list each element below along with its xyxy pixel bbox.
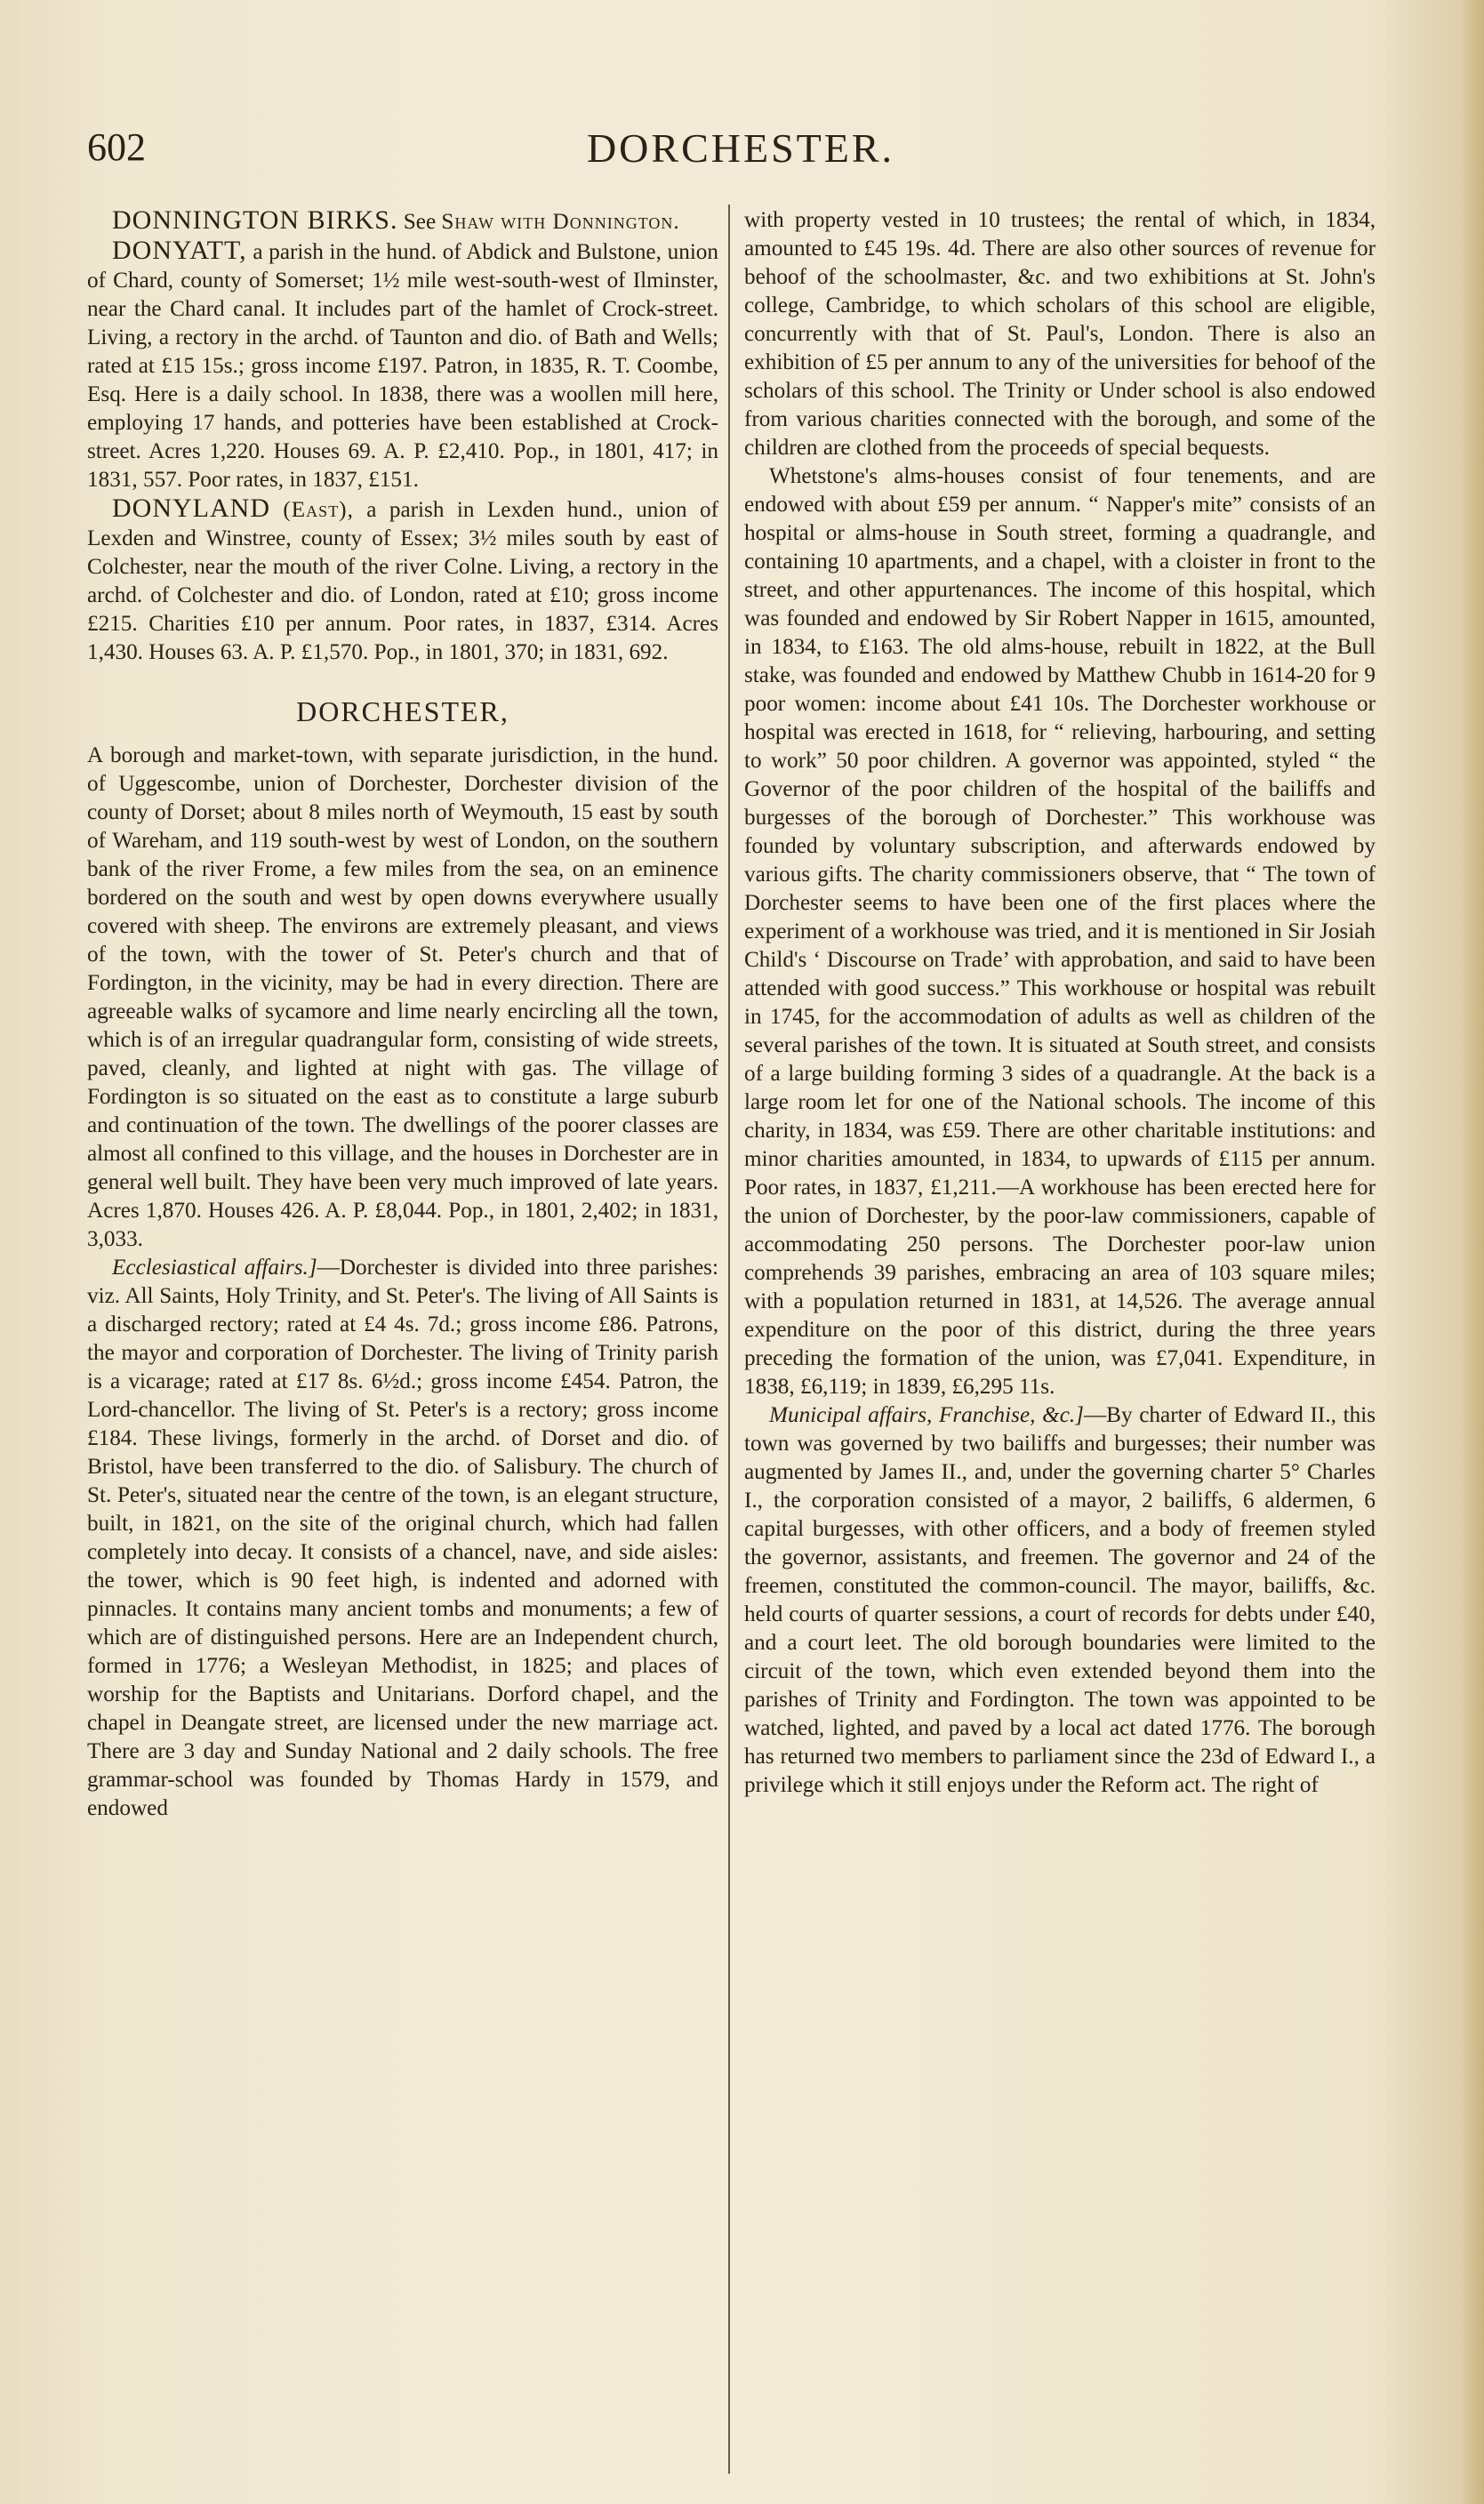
entry-donnington-birks bbox=[87, 206, 718, 237]
running-title: DORCHESTER. bbox=[586, 125, 895, 171]
left-column bbox=[87, 206, 718, 2474]
paragraph-body: —Dorchester is divided into three parishes: viz. All Saints, Holy Trinity, and St. Peter's. The living of All Saints is a discharged rectory; rated at £4 4s. 7d.; gross income £86. Patrons, the mayor and corporation of Dorchester. The living of Trinity parish is a vicarage; rated at £17 8s. 6½d.; gross income £454. Patron, the Lord-chancellor. The living of St. Peter's is a rectory; gross income £184. These livings, formerly in the archd. of Dorset and dio. of Bristol, have been transferred to the dio. of Salisbury. The church of St. Peter's, situated near the centre of the town, is an elegant structure, built, in 1821, on the site of the original church, which had fallen completely into decay. It consists of a chancel, nave, and side aisles: the tower, which is 90 feet high, is indented and adorned with pinnacles. It contains many ancient tombs and monuments; a few of which are of distinguished persons. Here are an Independent church, formed in 1776; a Wesleyan Methodist, in 1825; and places of worship for the Baptists and Unitarians. Dorford chapel, and the chapel in Deangate street, are licensed under the new marriage act. There are 3 day and Sunday National and 2 daily schools. The free grammar-school was founded by Thomas Hardy in 1579, and endowed bbox=[87, 1256, 718, 1820]
page-edge bbox=[1461, 0, 1484, 2504]
paragraph-lead: Ecclesiastical affairs.] bbox=[112, 1256, 317, 1280]
paragraph-municipal bbox=[744, 1401, 1376, 1800]
entry-body: a parish in Lexden hund., union of Lexden and Winstree, county of Essex; 3½ miles south by east of Colchester, near the mouth of the river Colne. Living, a rectory in the archd. of Colchester and dio. of London, rated at £10; gross income £215. Charities £10 per annum. Poor rates, in 1837, £314. Acres 1,430. Houses 63. A. P. £1,570. Pop., in 1801, 370; in 1831, 692. bbox=[87, 498, 718, 664]
entry-donyatt bbox=[87, 237, 718, 494]
entry-subheading: (East), bbox=[283, 498, 354, 522]
section-title: DORCHESTER, bbox=[296, 695, 509, 727]
paragraph-ecclesiastical bbox=[87, 1254, 718, 1823]
paragraph-intro: A borough and market-town, with separate jurisdiction, in the hund. of Uggescombe, union of Dorchester, Dorchester division of the county of Dorset; about 8 miles north of Weymouth, 15 east by south of Wareham, and 119 south-west by west of London, on the southern bank of the river Frome, a few miles from the sea, on an eminence bordered on the south and west by open downs everywhere usually covered with sheep. The environs are extremely pleasant, and views of the town, with the tower of St. Peter's church and that of Fordington, in the vicinity, may be had in every direction. There are agreeable walks of sycamore and lime nearly encircling all the town, which is of an irregular quadrangular form, consisting of wide streets, paved, cleanly, and lighted at night with gas. The village of Fordington is so situated on the east as to constitute a large suburb and continuation of the town. The dwellings of the poorer classes are almost all confined to this village, and the houses in Dorchester are in general well built. They have been very much improved of late years. Acres 1,870. Houses 426. A. P. £8,044. Pop., in 1801, 2,402; in 1831, 3,033. bbox=[87, 743, 718, 1251]
paragraph-body: —By charter of Edward II., this town was governed by two bailiffs and burgesses; their number was augmented by James II., and, under the governing charter 5° Charles I., the corporation consisted of a mayor, 2 bailiffs, 6 aldermen, 6 capital burgesses, with other officers, and a body of freemen styled the governor, assistants, and freemen. The governor and 24 of the freemen, constituted the common-council. The mayor, bailiffs, &c. held courts of quarter sessions, a court of records for debts under £40, and a court leet. The old borough boundaries were limited to the circuit of the town, which even extended beyond them into the parishes of Trinity and Fordington. The town was appointed to be watched, lighted, and paved by a local act dated 1776. The borough has returned two members to parliament since the 23d of Edward I., a privilege which it still enjoys under the Reform act. The right of bbox=[744, 1403, 1376, 1797]
entry-heading: DONYATT, bbox=[112, 236, 247, 265]
entry-donyland bbox=[87, 494, 718, 667]
paragraph-lead: Municipal affairs, Franchise, &c.] bbox=[769, 1403, 1084, 1427]
see-text: See bbox=[403, 210, 437, 234]
entry-heading: DONNINGTON BIRKS. bbox=[112, 206, 398, 235]
paragraph-grammar-school: with property vested in 10 trustees; the rental of which, in 1834, amounted to £45 19s. 4d. There are also other sources of revenue for behoof of the schoolmaster, &c. and two exhibitions at St. John's college, Cambridge, to which scholars of this school are eligible, concurrently with that of St. Paul's, London. There is also an exhibition of £5 per annum to any of the universities for behoof of the scholars of this school. The Trinity or Under school is also endowed from various charities connected with the borough, and some of the children are clothed from the proceeds of special bequests. bbox=[744, 208, 1376, 460]
entry-body: a parish in the hund. of Abdick and Bulstone, union of Chard, county of Somerset; 1½ mile west-south-west of Ilminster, near the Chard canal. It includes part of the hamlet of Crock-street. Living, a rectory in the archd. of Taunton and dio. of Bath and Wells; rated at £15 15s.; gross income £197. Patron, in 1835, R. T. Coombe, Esq. Here is a daily school. In 1838, there was a woollen mill here, employing 17 hands, and potteries have been established at Crock-street. Acres 1,220. Houses 69. A. P. £2,410. Pop., in 1801, 417; in 1831, 557. Poor rates, in 1837, £151. bbox=[87, 240, 718, 492]
paragraph-charities: Whetstone's alms-houses consist of four tenements, and are endowed with about £59 per annum. “ Napper's mite” consists of an hospital or alms-house in South street, forming a quadrangle, and containing 10 apartments, and a chapel, with a cloister in front to the street, and other appurtenances. The income of this hospital, which was founded and endowed by Sir Robert Napper in 1615, amounted, in 1834, to £163. The old alms-house, rebuilt in 1822, at the Bull stake, was founded and endowed by Matthew Chubb in 1614-20 for 9 poor women: income about £41 10s. The Dorchester workhouse or hospital was erected in 1618, for “ relieving, harbouring, and setting to work” 50 poor children. A governor was appointed, styled “ the Governor of the poor children of the hospital of the bailiffs and burgesses of the borough of Dorchester.” This workhouse was founded by voluntary subscription, and afterwards endowed by various gifts. The charity commissioners observe, that “ The town of Dorchester seems to have been one of the first places where the experiment of a workhouse was tried, and it is mentioned in Sir Josiah Child's ‘ Discourse on Trade’ with approbation, and said to have been attended with good success.” This workhouse or hospital was rebuilt in 1745, for the accommodation of adults as well as children of the several parishes of the town. It is situated at South street, and consists of a large building forming 3 sides of a quadrangle. At the back is a large room let for one of the National schools. The income of this charity, in 1834, was £59. There are other charitable institutions: and minor charities amounted, in 1834, to upwards of £115 per annum. Poor rates, in 1837, £1,211.—A workhouse has been erected here for the union of Dorchester, by the poor-law commissioners, capable of accommodating 250 persons. The Dorchester poor-law union comprehends 39 parishes, embracing an area of 103 square miles; with a population returned in 1831, at 14,526. The average annual expenditure on the poor of this district, during the three years preceding the formation of the union, was £7,041. Expenditure, in 1838, £6,119; in 1839, £6,295 11s. bbox=[744, 464, 1376, 1399]
cross-reference: Shaw with Donnington. bbox=[441, 210, 680, 234]
column-divider bbox=[728, 205, 730, 2474]
entry-heading: DONYLAND bbox=[112, 494, 270, 523]
page-header bbox=[87, 124, 1394, 187]
right-column bbox=[744, 206, 1376, 2474]
page-number: 602 bbox=[87, 125, 146, 169]
